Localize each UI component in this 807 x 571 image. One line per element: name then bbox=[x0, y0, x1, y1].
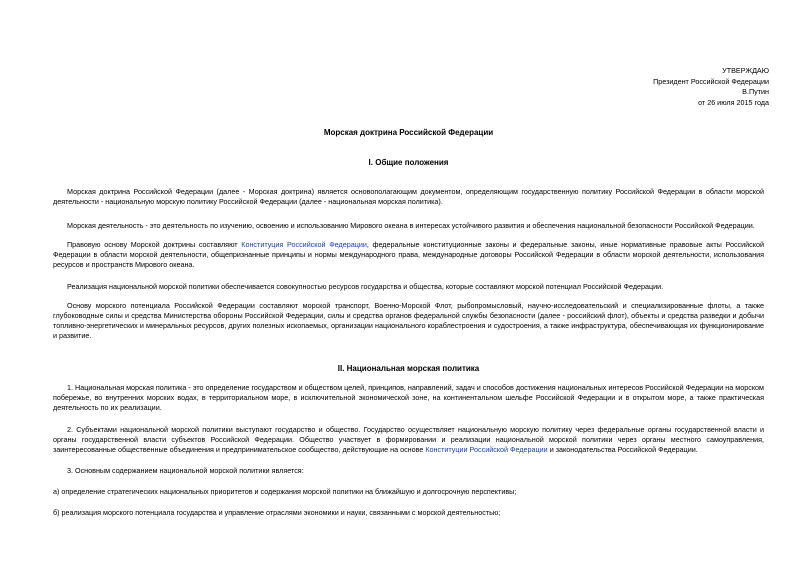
section-2-item-b: б) реализация морского потенциала государства и управление отраслями экономики и науки, связанными с морской деятельностью; bbox=[53, 508, 501, 517]
section-1-paragraph-4: Реализация национальной морской политики обеспечивается совокупностью ресурсов государства и общества, которые составляют морской потенциал Российской Федерации. bbox=[67, 282, 664, 291]
section-1-title: I. Общие положения bbox=[368, 158, 449, 167]
section-1-paragraph-1: Морская доктрина Российской Федерации (далее - Морская доктрина) является основополагающим документом, определяющим государственную политику Российской Федерации в области морской деятельности - национальную морскую политику Российской Федерации (далее - национальная морская политика). bbox=[53, 187, 764, 206]
approval-heading: УТВЕРЖДАЮ bbox=[722, 66, 769, 75]
section-2-paragraph-3: 3. Основным содержанием национальной морской политики является: bbox=[67, 466, 304, 475]
section-2-title: II. Национальная морская политика bbox=[337, 364, 480, 373]
approval-position: Президент Российской Федерации bbox=[653, 76, 769, 86]
paragraph-text: 2. Субъектами национальной морской политики выступают государство и общество. Государство осуществляет национальную морскую политику через федеральные органы государственной власти и органы государственной власти субъектов Российской Федерации. Общество участвует в формировании и реализации национальной морской политики через органы местного самоуправления, заинтересованные общественные объединения и предпринимательское сообщество, действующие на основе bbox=[53, 425, 764, 454]
approval-date: от 26 июля 2015 года bbox=[698, 97, 769, 107]
constitution-link[interactable]: Конституции Российской Федерации bbox=[425, 445, 548, 454]
paragraph-text: , федеральные конституционные законы и федеральные законы, иные нормативные правовые акты Российской Федерации в области морской деятельности, общепризнанные принципы и нормы международного права, международные договоры Российской Федерации в области морской деятельности, использования ресурсов и пространств Мирового океана. bbox=[53, 240, 764, 269]
section-1-paragraph-5: Основу морского потенциала Российской Федерации составляют морской транспорт, Военно-Морской Флот, рыбопромысловый, научно-исследовательский и специализированные флоты, а также глубоководные силы и средства Министерства обороны Российской Федерации, силы и средства органов федеральной службы безопасности (далее - российский флот), объекты и средства разведки и добычи топливно-энергетических и минеральных ресурсов, других полезных ископаемых, организации национального кораблестроения и судостроения, а также инфраструктура, обеспечивающая их функционирование и развитие. bbox=[53, 301, 764, 340]
section-1-paragraph-2: Морская деятельность - это деятельность по изучению, освоению и использованию Мирового океана в интересах устойчивого развития и обеспечения национальной безопасности Российской Федерации. bbox=[67, 221, 755, 230]
constitution-link[interactable]: Конституция Российской Федерации bbox=[241, 240, 367, 249]
section-2-paragraph-2 bbox=[53, 425, 764, 455]
section-1-paragraph-3 bbox=[53, 240, 764, 270]
section-2-paragraph-1: 1. Национальная морская политика - это определение государством и обществом целей, принципов, направлений, задач и способов достижения национальных интересов Российской Федерации на морском побережье, во внутренних морских водах, в территориальном море, в исключительной экономической зоне, на континентальном шельфе Российской Федерации и в открытом море, а также практическая деятельность по их реализации. bbox=[53, 383, 764, 412]
approval-block bbox=[653, 66, 769, 108]
section-2-item-a: а) определение стратегических национальных приоритетов и содержания морской политики на ближайшую и долгосрочную перспективы; bbox=[53, 487, 517, 496]
approval-signatory: В.Путин bbox=[742, 87, 769, 96]
document-title: Морская доктрина Российской Федерации bbox=[323, 128, 494, 137]
paragraph-text: Правовую основу Морской доктрины составляют bbox=[67, 240, 242, 249]
paragraph-text: и законодательства Российской Федерации. bbox=[547, 445, 698, 454]
